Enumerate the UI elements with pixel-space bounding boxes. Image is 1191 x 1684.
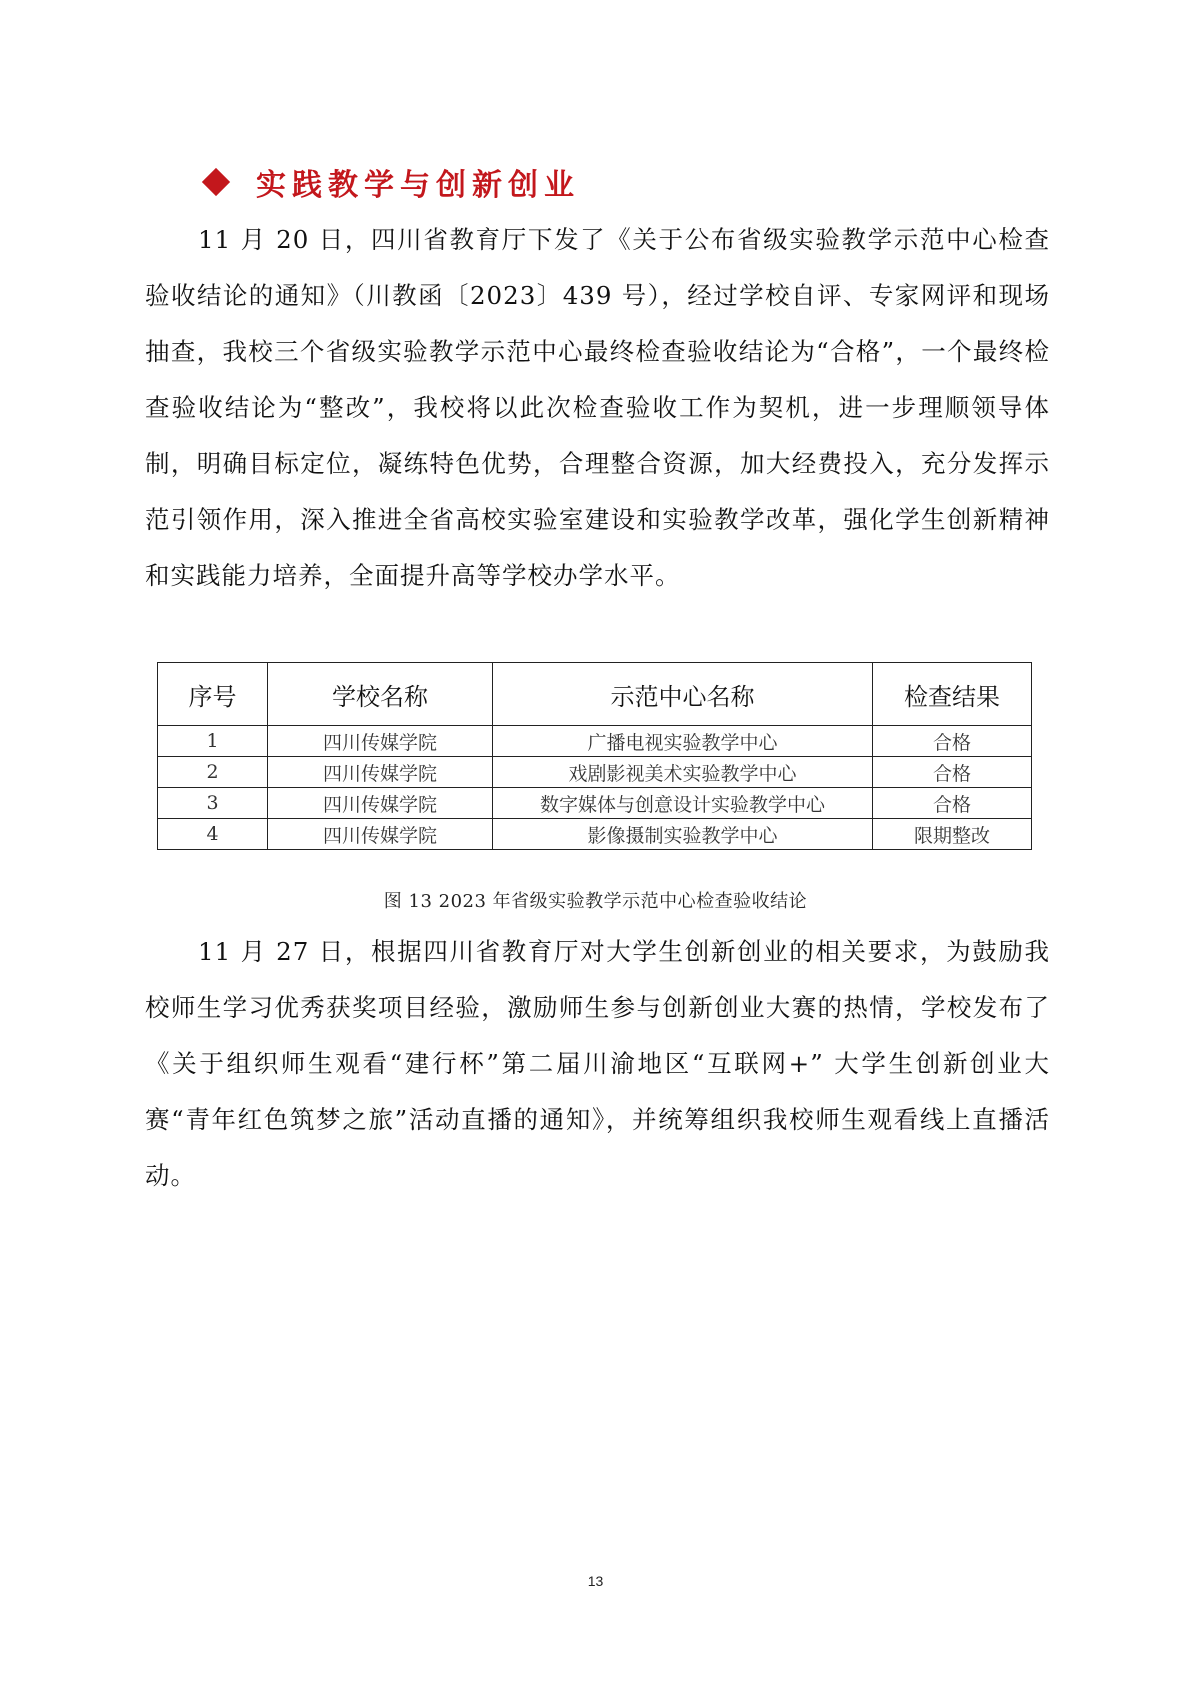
cell-school: 四川传媒学院 xyxy=(268,726,493,757)
cell-result: 合格 xyxy=(873,726,1032,757)
cell-result: 限期整改 xyxy=(873,819,1032,850)
paragraph-competition-notice: 11 月 27 日，根据四川省教育厅对大学生创新创业的相关要求，为鼓励我校师生学习优秀获奖项目经验，激励师生参与创新创业大赛的热情，学校发布了《关于组织师生观看“建行杯”第二届川渝地区“互联网+” 大学生创新创业大赛“青年红色筑梦之旅”活动直播的通知》，并统筹组织我校师生观看线上直播活动。 xyxy=(145,937,1050,1190)
cell-center: 影像摄制实验教学中心 xyxy=(493,819,873,850)
section-heading xyxy=(200,160,580,204)
cell-center: 数字媒体与创意设计实验教学中心 xyxy=(493,788,873,819)
cell-index: 3 xyxy=(158,788,268,819)
cell-center: 广播电视实验教学中心 xyxy=(493,726,873,757)
header-result: 检查结果 xyxy=(873,663,1032,726)
table-row xyxy=(158,819,1032,850)
cell-school: 四川传媒学院 xyxy=(268,788,493,819)
table-row xyxy=(158,757,1032,788)
cell-index: 1 xyxy=(158,726,268,757)
diamond-bullet-icon xyxy=(202,168,230,196)
cell-result: 合格 xyxy=(873,788,1032,819)
inspection-results-table xyxy=(157,662,1032,850)
paragraph-inspection-notice: 11 月 20 日，四川省教育厅下发了《关于公布省级实验教学示范中心检查验收结论的通知》（川教函〔2023〕439 号），经过学校自评、专家网评和现场抽查，我校三个省级实验教学示范中心最终检查验收结论为“合格”，一个最终检查验收结论为“整改”，我校将以此次检查验收工作为契机，进一步理顺领导体制，明确目标定位，凝练特色优势，合理整合资源，加大经费投入，充分发挥示范引领作用，深入推进全省高校实验室建设和实验教学改革，强化学生创新精神和实践能力培养，全面提升高等学校办学水平。 xyxy=(145,225,1050,590)
table-caption: 图 13 2023 年省级实验教学示范中心检查验收结论 xyxy=(383,891,808,912)
header-school: 学校名称 xyxy=(268,663,493,726)
section-title: 实践教学与创新创业 xyxy=(256,168,580,203)
cell-index: 2 xyxy=(158,757,268,788)
table-row xyxy=(158,788,1032,819)
table-row xyxy=(158,726,1032,757)
table-header-row xyxy=(158,663,1032,726)
cell-school: 四川传媒学院 xyxy=(268,757,493,788)
header-index: 序号 xyxy=(158,663,268,726)
header-center: 示范中心名称 xyxy=(493,663,873,726)
cell-center: 戏剧影视美术实验教学中心 xyxy=(493,757,873,788)
cell-school: 四川传媒学院 xyxy=(268,819,493,850)
cell-index: 4 xyxy=(158,819,268,850)
page-number: 13 xyxy=(587,1573,604,1589)
cell-result: 合格 xyxy=(873,757,1032,788)
